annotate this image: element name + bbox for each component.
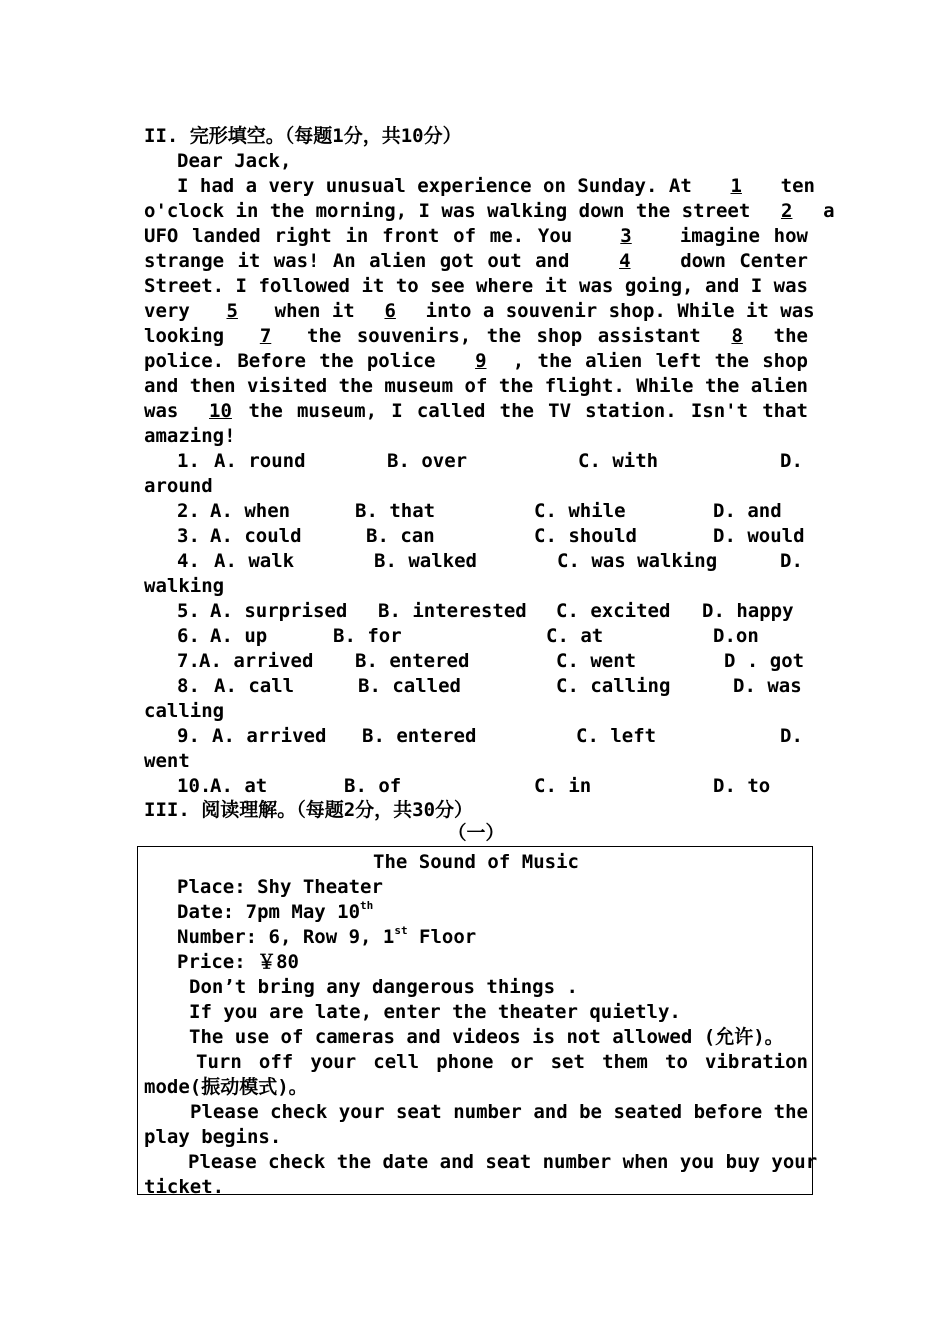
section-2-heading: II. 完形填空。（每题1分，共10分）: [144, 125, 462, 147]
ticket-date: Date: 7pm May 10th: [177, 899, 374, 923]
passage-line: I had a very unusual experience on Sunday. At 1 ten: [177, 175, 815, 197]
date-superscript: th: [360, 899, 374, 912]
passage-line: Street. I followed it to see where it was going, and I was: [144, 275, 808, 297]
ticket-place: Place: Shy Theater: [177, 876, 383, 898]
option-row-5: 5. A. surprised B. interested C. excited D. happy: [177, 600, 794, 622]
blank-9: 9: [475, 350, 487, 372]
blank-6: 6: [384, 300, 396, 322]
blank-5: 5: [226, 300, 238, 322]
ticket-rule: The use of cameras and videos is not allowed (允许)。: [189, 1026, 784, 1048]
option-wrap-8: calling: [144, 700, 225, 722]
passage-line: was 10 the museum, I called the TV station. Isn't that: [144, 400, 808, 422]
option-wrap-1: around: [144, 475, 213, 497]
blank-7: 7: [259, 325, 272, 347]
option-wrap-9: went: [144, 750, 190, 772]
blank-2: 2: [780, 200, 793, 222]
ticket-rule: Don’t bring any dangerous things .: [189, 976, 578, 998]
passage-line: very 5 when it 6 into a souvenir shop. While it was: [144, 300, 815, 322]
section-3-heading: III. 阅读理解。（每题2分，共30分）: [144, 799, 474, 821]
ticket-rule: Turn off your cell phone or set them to vibration: [196, 1051, 808, 1073]
option-row-7: 7. A. arrived B. entered C. went D . got: [177, 650, 805, 672]
floor-superscript: st: [394, 924, 408, 937]
option-row-4: 4. A. walk B. walked C. was walking D.: [177, 550, 803, 572]
ticket-rule-wrap: ticket.: [144, 1176, 225, 1198]
blank-1: 1: [730, 175, 742, 197]
passage-line: amazing!: [144, 425, 236, 447]
passage-line: looking 7 the souvenirs, the shop assistant 8 the: [144, 325, 808, 347]
blank-4: 4: [619, 250, 631, 272]
option-row-10: 10. A. at B. of C. in D. to: [177, 775, 771, 797]
blank-8: 8: [731, 325, 743, 347]
passage-number: （一）: [447, 822, 505, 844]
passage-line: o'clock in the morning, I was walking down the street 2 a: [144, 200, 835, 222]
letter-greeting: Dear Jack,: [177, 150, 292, 172]
option-row-2: 2. A. when B. that C. while D. and: [177, 500, 782, 522]
ticket-rule-wrap: play begins.: [144, 1126, 282, 1148]
option-wrap-4: walking: [144, 575, 225, 597]
ticket-price: Price: ￥80: [177, 951, 299, 973]
passage-line: strange it was! An alien got out and 4 down Center: [144, 250, 808, 272]
ticket-rule: Please check the date and seat number when you buy your: [188, 1151, 818, 1173]
passage-line: police. Before the police 9 , the alien left the shop: [144, 350, 808, 372]
ticket-seat-number: Number: 6, Row 9, 1st Floor: [177, 924, 477, 948]
blank-3: 3: [620, 225, 632, 247]
option-row-9: 9. A. arrived B. entered C. left D.: [177, 725, 803, 747]
ticket-rule: If you are late, enter the theater quietly.: [189, 1001, 681, 1023]
blank-10: 10: [209, 400, 232, 422]
ticket-rule: Please check your seat number and be seated before the: [190, 1101, 808, 1123]
ticket-title: The Sound of Music: [373, 851, 579, 873]
option-row-3: 3. A. could B. can C. should D. would: [177, 525, 805, 547]
passage-line: UFO landed right in front of me. You 3 imagine how: [144, 225, 808, 247]
passage-line: and then visited the museum of the flight. While the alien: [144, 375, 808, 397]
option-row-6: 6. A. up B. for C. at D.on: [177, 625, 759, 647]
option-row-1: 1. A. round B. over C. with D.: [177, 450, 803, 472]
option-row-8: 8. A. call B. called C. calling D. was: [177, 675, 802, 697]
ticket-rule-wrap: mode(振动模式)。: [144, 1076, 308, 1098]
